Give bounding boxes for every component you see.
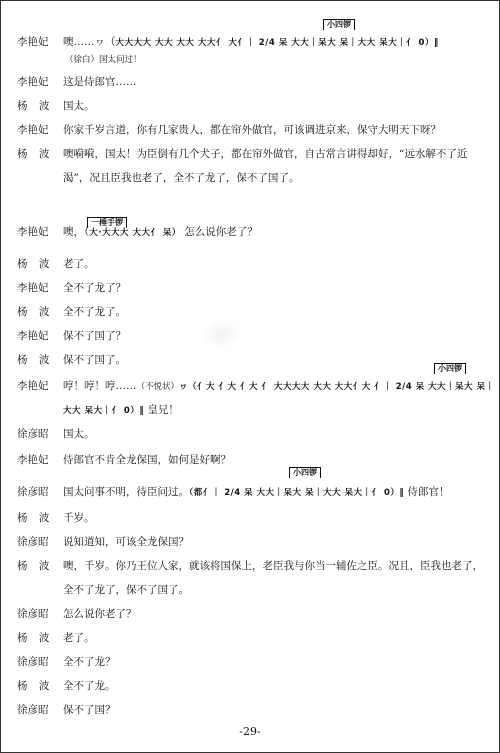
line-text: 国太。 xyxy=(63,100,95,112)
line-continuation xyxy=(63,403,489,418)
dialogue-line xyxy=(17,257,489,271)
dialogue-line xyxy=(17,511,489,525)
line-text: 这是侍郎官…… xyxy=(63,76,137,88)
line-text-tail: 皇兄！ xyxy=(147,404,179,416)
percussion-bracket-label: 小四锣 xyxy=(434,363,466,374)
speaker-name: 徐彦昭 xyxy=(17,608,49,620)
speaker-name: 李艳妃 xyxy=(17,380,49,392)
speaker-name: 李艳妃 xyxy=(17,454,49,466)
speaker-name: 徐彦昭 xyxy=(17,704,49,716)
dialogue-line xyxy=(17,703,489,717)
dialogue-line xyxy=(17,631,489,645)
line-text: 保不了国了。 xyxy=(63,354,126,366)
line-text: 全不了龙了？ xyxy=(63,282,126,294)
speaker-name: 杨 波 xyxy=(17,148,54,160)
speaker-name: 李艳妃 xyxy=(17,76,49,88)
line-text: 你家千岁言道，你有几家贵人，都在帘外做官，可该调进京来，保守大明天下呀？ xyxy=(63,124,441,136)
speaker-name: 杨 波 xyxy=(17,100,54,112)
line-continuation: 渴”，况且臣我也老了，全不了龙了，保不了国了。 xyxy=(63,172,300,184)
line-text: 国太问事不明，待臣问过。 xyxy=(63,486,189,498)
speaker-name: 李艳妃 xyxy=(17,36,49,48)
line-text: 噢，（ xyxy=(63,226,90,238)
line-text: 千岁。 xyxy=(63,512,95,524)
line-text: 全不了龙。 xyxy=(63,680,116,692)
speaker-name: 徐彦昭 xyxy=(17,656,49,668)
percussion-notation: 大大大大 大大 大大 大大亻 大亻｜ 2/4 呆 大大｜呆大 呆｜大大 呆大｜亻 0）‖ xyxy=(115,38,439,48)
line-text: 国太。 xyxy=(63,428,95,440)
line-text: 侍郎官不肯全龙保国，如何是好啊？ xyxy=(63,454,231,466)
dialogue-line xyxy=(17,379,495,394)
speaker-name: 杨 波 xyxy=(17,354,54,366)
dialogue-line xyxy=(17,329,489,343)
speaker-name: 杨 波 xyxy=(17,258,54,270)
dialogue-line xyxy=(17,453,489,467)
line-text: 噢，千岁。你乃王位人家，就该将国保上，老臣我与你当一辅佐之臣。况且，臣我也老了， xyxy=(63,560,483,572)
dialogue-line xyxy=(17,427,489,441)
percussion-notation: 大大 呆大｜亻 0）‖ xyxy=(63,406,145,416)
line-text: 保不了国？ xyxy=(63,704,116,716)
line-text: 哼！哼！哼…… xyxy=(63,380,137,392)
dialogue-line xyxy=(17,305,489,319)
speaker-name: 李艳妃 xyxy=(17,330,49,342)
percussion-notation: ヮ（亻大 亻大 亻大 亻 大大大大 大大 大大亻大 亻｜ 2/4 呆 大大｜呆大 呆｜ xyxy=(179,382,495,392)
stage-note: （不悦状） xyxy=(136,382,180,392)
line-text: 全不了龙了。 xyxy=(63,306,126,318)
speaker-name: 杨 波 xyxy=(17,512,54,524)
percussion-bracket-label: 小四锣 xyxy=(323,19,355,30)
line-text: 怎么说你老了？ xyxy=(63,608,137,620)
dialogue-line xyxy=(17,485,489,500)
dialogue-line xyxy=(17,607,489,621)
dialogue-line xyxy=(17,353,489,367)
percussion-bracket-label: 小四锣 xyxy=(289,467,321,478)
dialogue-line xyxy=(17,655,489,669)
line-text-tail: 怎么说你老了？ xyxy=(184,226,258,238)
percussion-notation: （都亻｜ 2/4 呆 大大｜呆大 呆｜大大 呆大｜亻 0）‖ xyxy=(189,488,405,498)
dialogue-line xyxy=(17,123,489,137)
page-number: -29- xyxy=(239,725,261,738)
speaker-name: 徐彦昭 xyxy=(17,486,49,498)
line-continuation: 全不了龙了，保不了国了。 xyxy=(63,584,189,596)
dialogue-line xyxy=(17,225,489,240)
line-text: 噢嗬嗬，国太！为臣倒有几个犬子，都在帘外做官，自古常言讲得却好，“远水解不了近 xyxy=(63,148,468,160)
stage-note: （徐白）国太问过！ xyxy=(65,55,142,65)
dialogue-line xyxy=(17,281,489,295)
speaker-name: 杨 波 xyxy=(17,680,54,692)
line-text: 说知道知，可该全龙保国？ xyxy=(63,536,189,548)
dialogue-line xyxy=(17,147,489,161)
dialogue-line xyxy=(17,99,489,113)
speaker-name: 杨 波 xyxy=(17,632,54,644)
line-text-tail: 侍郎官！ xyxy=(407,486,450,498)
speaker-name: 李艳妃 xyxy=(17,226,49,238)
speaker-name: 李艳妃 xyxy=(17,282,49,294)
line-text: 老了。 xyxy=(63,258,95,270)
dialogue-line xyxy=(17,75,489,89)
dialogue-line xyxy=(17,535,489,549)
percussion-notation: 大·大大大 大大亻 呆） xyxy=(89,228,181,238)
speaker-name: 徐彦昭 xyxy=(17,536,49,548)
speaker-name: 徐彦昭 xyxy=(17,428,49,440)
dialogue-line xyxy=(17,679,489,693)
line-text: 老了。 xyxy=(63,632,95,644)
percussion-bracket-label: 一棰手锣 xyxy=(87,217,127,228)
dialogue-line xyxy=(17,35,489,50)
speaker-name: 杨 波 xyxy=(17,560,54,572)
line-text: 噢……ヮ（ xyxy=(63,36,116,48)
speaker-name: 杨 波 xyxy=(17,306,54,318)
dialogue-line xyxy=(17,559,489,573)
line-text: 保不了国了？ xyxy=(63,330,126,342)
line-text: 全不了龙？ xyxy=(63,656,116,668)
speaker-name: 李艳妃 xyxy=(17,124,49,136)
